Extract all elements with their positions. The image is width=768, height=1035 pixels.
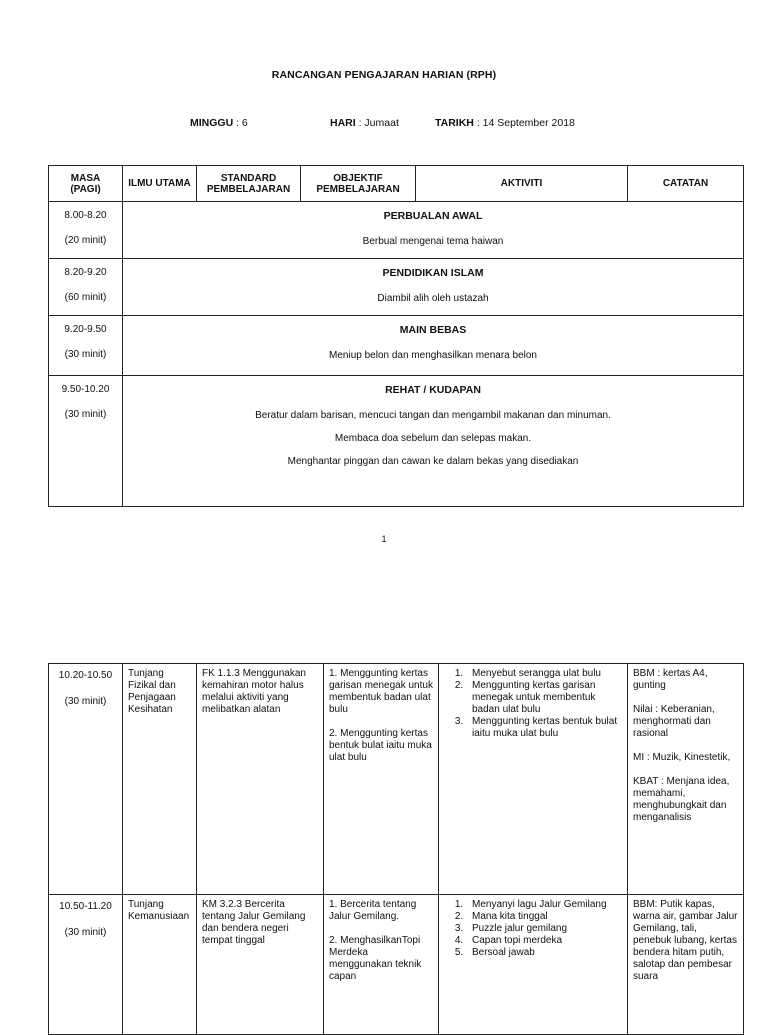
schedule-table-lessons <box>48 663 744 1035</box>
activity-cell <box>123 202 744 259</box>
minggu-field <box>190 117 248 129</box>
session-heading: PENDIDIKAN ISLAM <box>382 267 484 279</box>
table-row <box>49 316 744 376</box>
tarikh-field <box>435 117 575 129</box>
list-item: 1. Menyebut serangga ulat bulu <box>466 668 622 680</box>
header-aktiviti: AKTIVITI <box>416 166 628 202</box>
duration: (30 minit) <box>64 696 107 707</box>
note-item: MI : Muzik, Kinestetik, <box>633 752 731 763</box>
minggu-label: MINGGU <box>190 117 234 129</box>
catatan-cell <box>628 895 744 1035</box>
time-cell <box>49 376 123 507</box>
header-standard: STANDARD PEMBELAJARAN <box>197 166 301 202</box>
table-row <box>49 259 744 316</box>
header-objektif: OBJEKTIF PEMBELAJARAN <box>301 166 416 202</box>
minggu-value: : 6 <box>236 117 248 129</box>
standard-cell: FK 1.1.3 Menggunakan kemahiran motor halus melalui aktiviti yang melibatkan alatan <box>197 664 324 895</box>
session-description: Beratur dalam barisan, mencuci tangan dan mengambil makanan dan minuman. <box>255 410 611 421</box>
objective-item: 2. Menggunting kertas bentuk bulat iaitu muka ulat bulu <box>329 728 432 763</box>
time-range: 10.50-11.20 <box>59 901 112 912</box>
activity-cell <box>123 376 744 507</box>
list-item: 3. Menggunting kertas bentuk bulat iaitu muka ulat bulu <box>466 716 622 740</box>
note-item: KBAT : Menjana idea, memahami, menghubungkait dan menganalisis <box>633 776 730 823</box>
objective-item: 1. Menggunting kertas garisan menegak untuk membentuk badan ulat bulu <box>329 668 433 715</box>
time-cell <box>49 259 123 316</box>
time-cell <box>49 895 123 1035</box>
catatan-cell <box>628 664 744 895</box>
objective-item: 1. Bercerita tentang Jalur Gemilang. <box>329 899 417 922</box>
objektif-cell <box>324 664 439 895</box>
aktiviti-cell <box>439 895 628 1035</box>
time-range: 9.20-9.50 <box>64 324 107 335</box>
duration: (60 minit) <box>64 292 107 303</box>
table-row <box>49 895 744 1035</box>
table-header-row <box>49 166 744 202</box>
hari-label: HARI <box>330 117 356 129</box>
duration: (20 minit) <box>64 235 107 246</box>
time-range: 8.20-9.20 <box>64 267 107 278</box>
session-description: Membaca doa sebelum dan selepas makan. <box>334 433 532 444</box>
ilmu-utama-cell: Tunjang Fizikal dan Penjagaan Kesihatan <box>123 664 197 895</box>
list-item: 4. Capan topi merdeka <box>466 935 622 947</box>
list-item: 5. Bersoal jawab <box>466 947 622 959</box>
session-heading: REHAT / KUDAPAN <box>385 384 481 396</box>
schedule-table-morning <box>48 165 744 507</box>
duration: (30 minit) <box>64 927 107 938</box>
duration: (30 minit) <box>64 349 107 360</box>
time-range: 8.00-8.20 <box>64 210 107 221</box>
header-masa: MASA (PAGI) <box>49 166 123 202</box>
time-range: 10.20-10.50 <box>58 670 113 681</box>
tarikh-label: TARIKH <box>435 117 474 129</box>
objective-item: 2. MenghasilkanTopi Merdeka menggunakan teknik capan <box>329 935 422 982</box>
session-description: Menghantar pinggan dan cawan ke dalam bekas yang disediakan <box>287 456 579 467</box>
time-cell <box>49 664 123 895</box>
list-item: 3. Puzzle jalur gemilang <box>466 923 622 935</box>
list-item: 2. Menggunting kertas garisan menegak untuk membentuk badan ulat bulu <box>466 680 622 716</box>
table-row <box>49 376 744 507</box>
activity-list <box>444 899 622 959</box>
time-cell <box>49 316 123 376</box>
ilmu-utama-cell: Tunjang Kemanusiaan <box>123 895 197 1035</box>
session-description: Meniup belon dan menghasilkan menara belon <box>329 350 537 361</box>
aktiviti-cell <box>439 664 628 895</box>
table-row <box>49 202 744 259</box>
page-number: 1 <box>381 534 387 544</box>
list-item: 2. Mana kita tinggal <box>466 911 622 923</box>
activity-list <box>444 668 622 740</box>
session-description: Diambil alih oleh ustazah <box>377 293 489 304</box>
time-range: 9.50-10.20 <box>61 384 110 395</box>
hari-field <box>330 117 399 129</box>
standard-cell: KM 3.2.3 Bercerita tentang Jalur Gemilang dan bendera negeri tempat tinggal <box>197 895 324 1035</box>
list-item: 1. Menyanyi lagu Jalur Gemilang <box>466 899 622 911</box>
session-heading: MAIN BEBAS <box>399 324 467 336</box>
time-cell <box>49 202 123 259</box>
header-catatan: CATATAN <box>628 166 744 202</box>
note-item: BBM : kertas A4, gunting <box>633 668 708 691</box>
header-ilmu-utama: ILMU UTAMA <box>123 166 197 202</box>
session-heading: PERBUALAN AWAL <box>383 210 483 222</box>
hari-value: : Jumaat <box>358 117 399 129</box>
objektif-cell <box>324 895 439 1035</box>
tarikh-value: : 14 September 2018 <box>476 117 575 129</box>
activity-cell <box>123 259 744 316</box>
activity-cell <box>123 316 744 376</box>
duration: (30 minit) <box>64 409 107 420</box>
document-title: RANCANGAN PENGAJARAN HARIAN (RPH) <box>271 69 497 81</box>
note-item: Nilai : Keberanian, menghormati dan rasional <box>633 704 715 739</box>
session-description: Berbual mengenai tema haiwan <box>362 236 504 247</box>
table-row <box>49 664 744 895</box>
note-item: BBM: Putik kapas, warna air, gambar Jalur Gemilang, tali, penebuk lubang, kertas bendera hitam putih, salotap dan pembesar suara <box>633 899 738 982</box>
